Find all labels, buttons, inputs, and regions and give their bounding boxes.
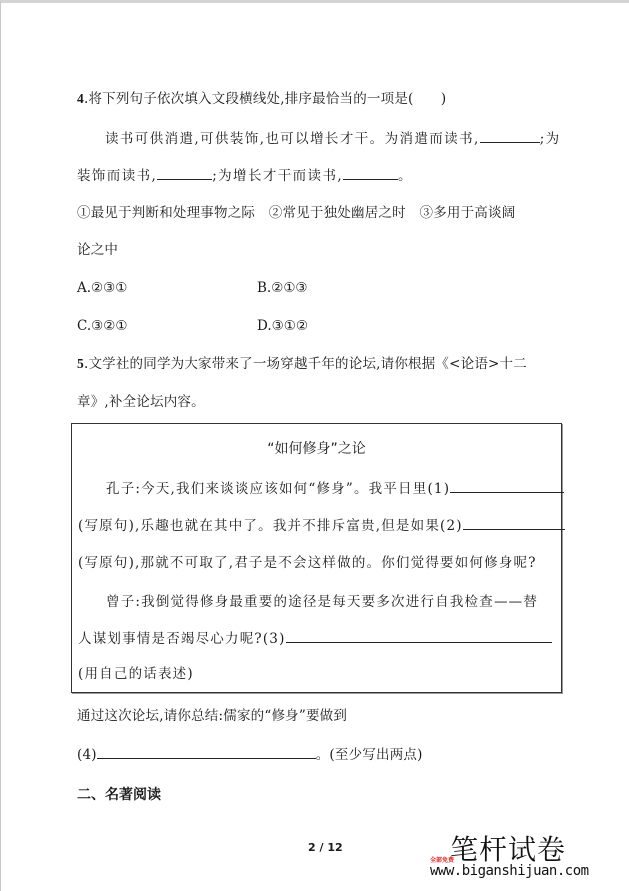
zengzi-line-1: 曾子:我倒觉得修身最重要的途径是每天要多次进行自我检查——替 [106, 594, 539, 610]
confucius-line-3: (写原句),那就不可取了,君子是不会这样做的。你们觉得要如何修身呢? [78, 555, 537, 571]
option-d[interactable]: D.③①② [257, 318, 308, 334]
option-a[interactable]: A.②③① [77, 280, 128, 296]
answer-blank-3[interactable] [343, 166, 398, 180]
summary-line-1: 通过这次论坛,请你总结:儒家的“修身”要做到 [77, 708, 348, 724]
forum-box [71, 423, 562, 693]
answer-blank-forum-3[interactable] [286, 629, 552, 643]
passage-text: 。 [398, 168, 413, 184]
answer-blank-2[interactable] [157, 166, 212, 180]
question-4-passage-line-1 [105, 129, 561, 148]
confucius-text: 孔子:今天,我们来谈谈应该如何“修身”。我平日里(1) [106, 481, 451, 497]
watermark-free-label: 全部免费 [430, 857, 455, 864]
option-c[interactable]: C.③②① [77, 318, 128, 334]
answer-blank-summary[interactable] [97, 745, 316, 759]
section-heading: 二、名著阅读 [77, 787, 161, 803]
zengzi-line-3: (用自己的话表述) [78, 666, 194, 682]
question-4-stem [77, 90, 446, 108]
question-5-stem-text: .文学社的同学为大家带来了一场穿越千年的论坛,请你根据《<论语>十二 [83, 356, 527, 372]
summary-suffix: 。(至少写出两点) [315, 747, 423, 763]
answer-blank-forum-2[interactable] [463, 516, 565, 530]
question-5-stem-line-1 [77, 355, 527, 373]
confucius-text: (写原句),乐趣也就在其中了。我并不排斥富贵,但是如果(2) [78, 518, 463, 534]
passage-text: ;为增长才干而读书, [212, 168, 344, 184]
question-4-passage-line-2 [77, 166, 413, 185]
watermark-url: www.biganshijuan.com [430, 863, 589, 879]
question-4-choices-line-2: 论之中 [77, 242, 119, 258]
question-5-number: 5 [77, 356, 84, 371]
passage-text: 读书可供消遣,可供装饰,也可以增长才干。为消遣而读书, [105, 131, 480, 147]
zengzi-line-2 [78, 629, 552, 648]
passage-text: 装饰而读书, [77, 168, 158, 184]
watermark-logo [420, 828, 629, 888]
passage-text: ;为 [539, 131, 561, 147]
watermark-brand: 笔杆试卷 [450, 833, 567, 866]
summary-line-2 [77, 745, 423, 764]
page-number: 2 / 12 [308, 841, 343, 854]
answer-blank-1[interactable] [480, 129, 540, 143]
summary-prefix: (4) [77, 747, 97, 763]
confucius-line-2 [78, 516, 565, 535]
question-5-stem-line-2: 章》,补全论坛内容。 [77, 394, 205, 410]
forum-title: “如何修身”之论 [267, 441, 366, 457]
answer-blank-forum-1[interactable] [450, 479, 564, 493]
question-4-choices-line-1: ①最见于判断和处理事物之际 ②常见于独处幽居之时 ③多用于高谈阔 [77, 205, 516, 221]
option-b[interactable]: B.②①③ [257, 280, 308, 296]
confucius-line-1 [106, 479, 564, 498]
question-4-stem-text: .将下列句子依次填入文段横线处,排序最恰当的一项是( ) [83, 91, 447, 107]
zengzi-text: 人谋划事情是否竭尽心力呢?(3) [78, 631, 286, 647]
question-4-number: 4 [77, 91, 84, 106]
